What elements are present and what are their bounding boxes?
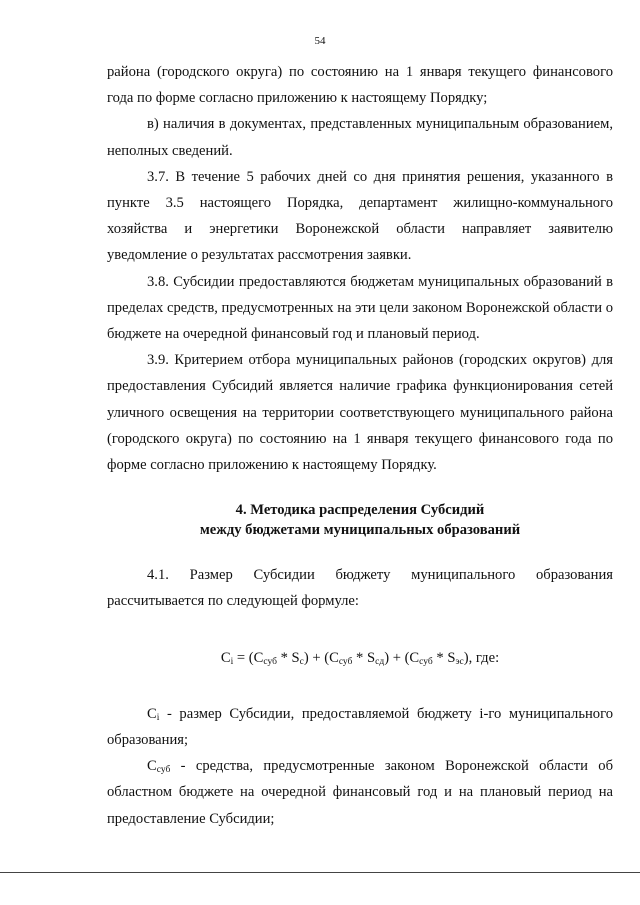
formula-ci: C xyxy=(220,649,231,666)
page-number: 54 xyxy=(314,35,326,47)
definition-csub-symbol: C xyxy=(147,758,157,775)
definition-ci xyxy=(107,701,613,753)
paragraph-3-7: 3.7. В течение 5 рабочих дней со дня принятия решения, указанного в пункте 3.5 настоящего Порядка, департамент жилищно-коммунального хозяйства и энергетики Воронежской области направляет заявителю уведомление о результатах рассмотрения заявки. xyxy=(107,168,613,264)
formula-mul-2: * S xyxy=(352,649,376,666)
formula xyxy=(107,645,613,671)
footer-divider xyxy=(0,872,640,873)
formula-eq: = (C xyxy=(233,649,264,666)
section-heading-line2: между бюджетами муниципальных образований xyxy=(199,522,521,539)
formula-s-c: с xyxy=(299,656,304,667)
formula-mul-3: * S xyxy=(432,649,456,666)
formula-ci-sub: i xyxy=(230,656,234,667)
definition-ci-sub: i xyxy=(156,712,160,723)
definition-csub xyxy=(107,753,613,832)
formula-csub-2: суб xyxy=(338,656,353,667)
section-heading xyxy=(107,500,613,540)
paragraph-p1: района (городского округа) по состоянию на 1 января текущего финансового года по форме согласно приложению к настоящему Порядку; xyxy=(107,64,613,107)
definition-csub-sub: суб xyxy=(156,765,171,776)
paragraph-3-8: 3.8. Субсидии предоставляются бюджетам муниципальных образований в пределах средств, предусмотренных на эти цели законом Воронежской области о бюджете на очередной финансовый год и плановый период. xyxy=(107,273,613,343)
definition-ci-symbol: C xyxy=(147,705,157,722)
section-heading-line1: 4. Методика распределения Субсидий xyxy=(235,502,485,519)
paragraph-3-9: 3.9. Критерием отбора муниципальных районов (городских округов) для предоставления Субсидий является наличие графика функционирования сетей уличного освещения на территории соответствующего муниципального района (городского округа) по состоянию на 1 января текущего финансового года по форме согласно приложению к настоящему Порядку. xyxy=(107,352,613,474)
formula-plus-1: ) + (C xyxy=(303,649,339,666)
formula-s-es: эс xyxy=(455,656,464,667)
formula-csub-1: суб xyxy=(263,656,277,667)
formula-s-sd: сд xyxy=(375,656,385,667)
document-body xyxy=(107,59,613,832)
paragraph-4-1: 4.1. Размер Субсидии бюджету муниципального образования рассчитывается по следующей формуле: xyxy=(107,567,613,610)
formula-mul-1: * S xyxy=(276,649,300,666)
definition-csub-text: - средства, предусмотренные законом Воронежской области об областном бюджете на очередной финансовый год и на плановый период на предоставление Субсидии; xyxy=(107,758,613,827)
paragraph-p2: в) наличия в документах, представленных муниципальным образованием, неполных сведений. xyxy=(107,116,613,159)
formula-plus-2: ) + (C xyxy=(384,649,420,666)
formula-csub-3: суб xyxy=(419,656,433,667)
definition-ci-text: - размер Субсидии, предоставляемой бюджету i-го муниципального образования; xyxy=(107,705,613,749)
formula-tail: ), где: xyxy=(463,649,500,666)
